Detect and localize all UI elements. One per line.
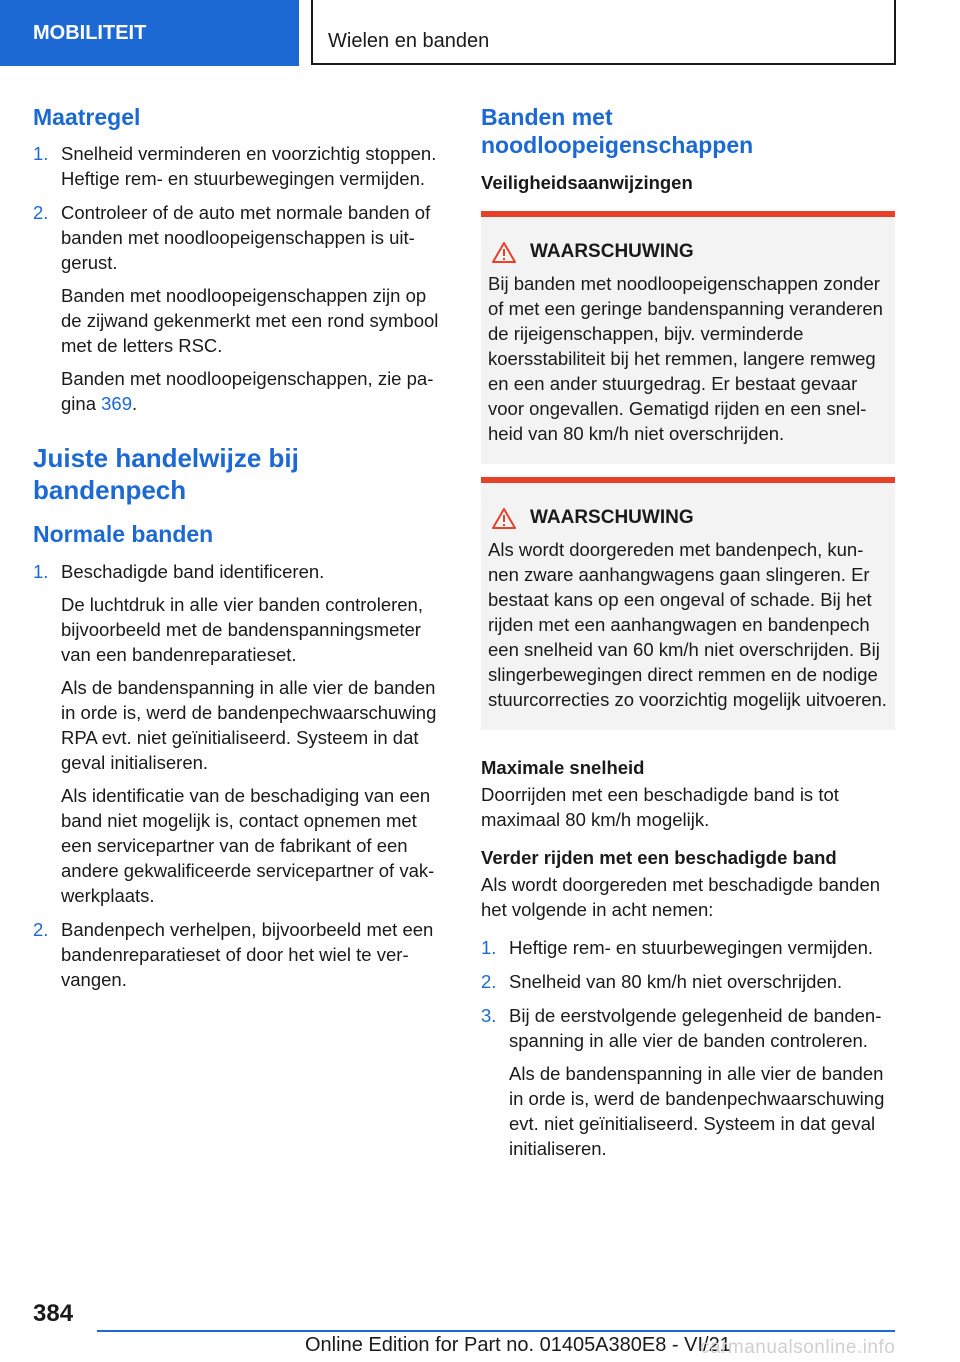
warning-triangle-icon	[492, 242, 516, 263]
warning-label: WAARSCHUWING	[530, 241, 694, 262]
heading-verder-rijden: Verder rijden met een beschadigde band	[481, 847, 837, 868]
warning-text: Bij banden met noodloopeigenschappen zonder of met een geringe bandenspanning veranderen de rijeigenschappen, bijv. verminderde koersstabiliteit bij het remmen, langere remweg en een ander stuurgedrag. Er bestaat gevaar voor ongevallen. Gematigd rijden en een snelheid van 80 km/h niet overschrijden.	[488, 273, 883, 444]
warning-label: WAARSCHUWING	[530, 507, 694, 528]
left-column	[33, 100, 448, 992]
reference-text: Banden met noodloopeigenschappen, zie pagina	[61, 368, 434, 414]
list-text: Als de bandenspanning in alle vier de banden in orde is, werd de bandenpechwaarschuwing RPA evt. niet geïnitialiseerd. Systeem in dat geval initialiseren.	[61, 677, 437, 773]
heading-noodloop: Banden met noodloopeigenschappen	[481, 104, 754, 158]
list-item	[481, 935, 895, 960]
list-number: 1.	[33, 143, 49, 164]
list-item	[481, 1003, 895, 1161]
reference-end: .	[132, 393, 138, 414]
list-number: 1.	[33, 561, 49, 582]
list-text: Snelheid van 80 km/h niet overschrijden.	[509, 971, 843, 992]
list-text: Snelheid verminderen en voorzichtig stoppen. Heftige rem- en stuurbewegingen vermijden.	[61, 143, 437, 189]
list-number: 3.	[481, 1005, 497, 1026]
maatregel-list	[33, 141, 448, 416]
chapter-tab[interactable]	[311, 0, 896, 65]
warning-box	[481, 477, 895, 730]
list-text: Beschadigde band identificeren.	[61, 561, 325, 582]
list-text: Als identificatie van de beschadiging van een band niet mogelijk is, contact opnemen met een servicepartner van de fabrikant of een andere gekwalificeerde servicepartner of vakwerkplaats.	[61, 785, 435, 906]
warning-text: Als wordt doorgereden met bandenpech, kunnen zware aanhangwagens gaan slingeren. Er bestaat kans op een ongeval of schade. Bij het rijden met een aanhangwagen en bandenpech een snelheid van 60 km/h niet overschrijden. Bij slingerbewegingen direct remmen en de nodige stuurcorrecties zo voorzichtig mogelijk uitvoeren.	[488, 539, 887, 710]
warning-title	[488, 505, 887, 531]
verder-rijden-text: Als wordt doorgereden met beschadigde banden het volgende in acht nemen:	[481, 874, 881, 920]
list-text: Bandenpech verhelpen, bijvoorbeeld met een bandenreparatieset of door het wiel te vervangen.	[61, 919, 434, 990]
list-text: Banden met noodloopeigenschappen zijn op de zijwand gekenmerkt met een rond symbool met de letters RSC.	[61, 285, 439, 356]
max-snelheid-text: Doorrijden met een beschadigde band is tot maximaal 80 km/h mogelijk.	[481, 784, 839, 830]
footer-edition: Online Edition for Part no. 01405A380E8 - VI/21	[305, 1334, 731, 1356]
list-text: Bij de eerstvolgende gelegenheid de bandenspanning in alle vier de banden controleren.	[509, 1005, 882, 1051]
list-text: Als de bandenspanning in alle vier de banden in orde is, werd de bandenpechwaarschuwing evt. niet geïnitialiseerd. Systeem in dat geval initialiseren.	[509, 1063, 885, 1159]
list-item	[481, 969, 895, 994]
heading-normale-banden: Normale banden	[33, 521, 214, 547]
warning-title	[488, 239, 887, 265]
verder-rijden-list	[481, 935, 895, 1161]
list-item	[33, 559, 448, 908]
page-header	[0, 0, 960, 66]
warning-triangle-icon	[492, 508, 516, 529]
page-number: 384	[33, 1300, 74, 1327]
heading-max-snelheid: Maximale snelheid	[481, 757, 645, 778]
section-tab[interactable]: MOBILITEIT	[0, 0, 299, 66]
footer-divider	[97, 1330, 895, 1332]
heading-maatregel: Maatregel	[33, 104, 141, 130]
chapter-label: Wielen en banden	[328, 30, 490, 52]
list-text: Heftige rem- en stuurbewegingen vermijden.	[509, 937, 874, 958]
normale-banden-list	[33, 559, 448, 992]
list-item	[33, 200, 448, 416]
list-text: Controleer of de auto met normale banden of banden met noodloopeigenschappen is uitgerust.	[61, 202, 431, 273]
list-text: De luchtdruk in alle vier banden controleren, bijvoorbeeld met de bandenspanningsmeter van een bandenreparatieset.	[61, 594, 423, 665]
watermark: carmanualsonline.info	[700, 1337, 896, 1358]
heading-veiligheid: Veiligheidsaanwijzingen	[481, 172, 693, 193]
list-text	[61, 366, 448, 416]
warning-box	[481, 211, 895, 464]
list-number: 2.	[33, 919, 49, 940]
heading-handelwijze: Juiste handelwijze bij bandenpech	[33, 443, 299, 505]
list-item	[33, 141, 448, 191]
page-link[interactable]: 369	[101, 393, 132, 414]
list-number: 2.	[481, 971, 497, 992]
list-number: 2.	[33, 202, 49, 223]
list-number: 1.	[481, 937, 497, 958]
right-column	[481, 100, 895, 1161]
list-item	[33, 917, 448, 992]
